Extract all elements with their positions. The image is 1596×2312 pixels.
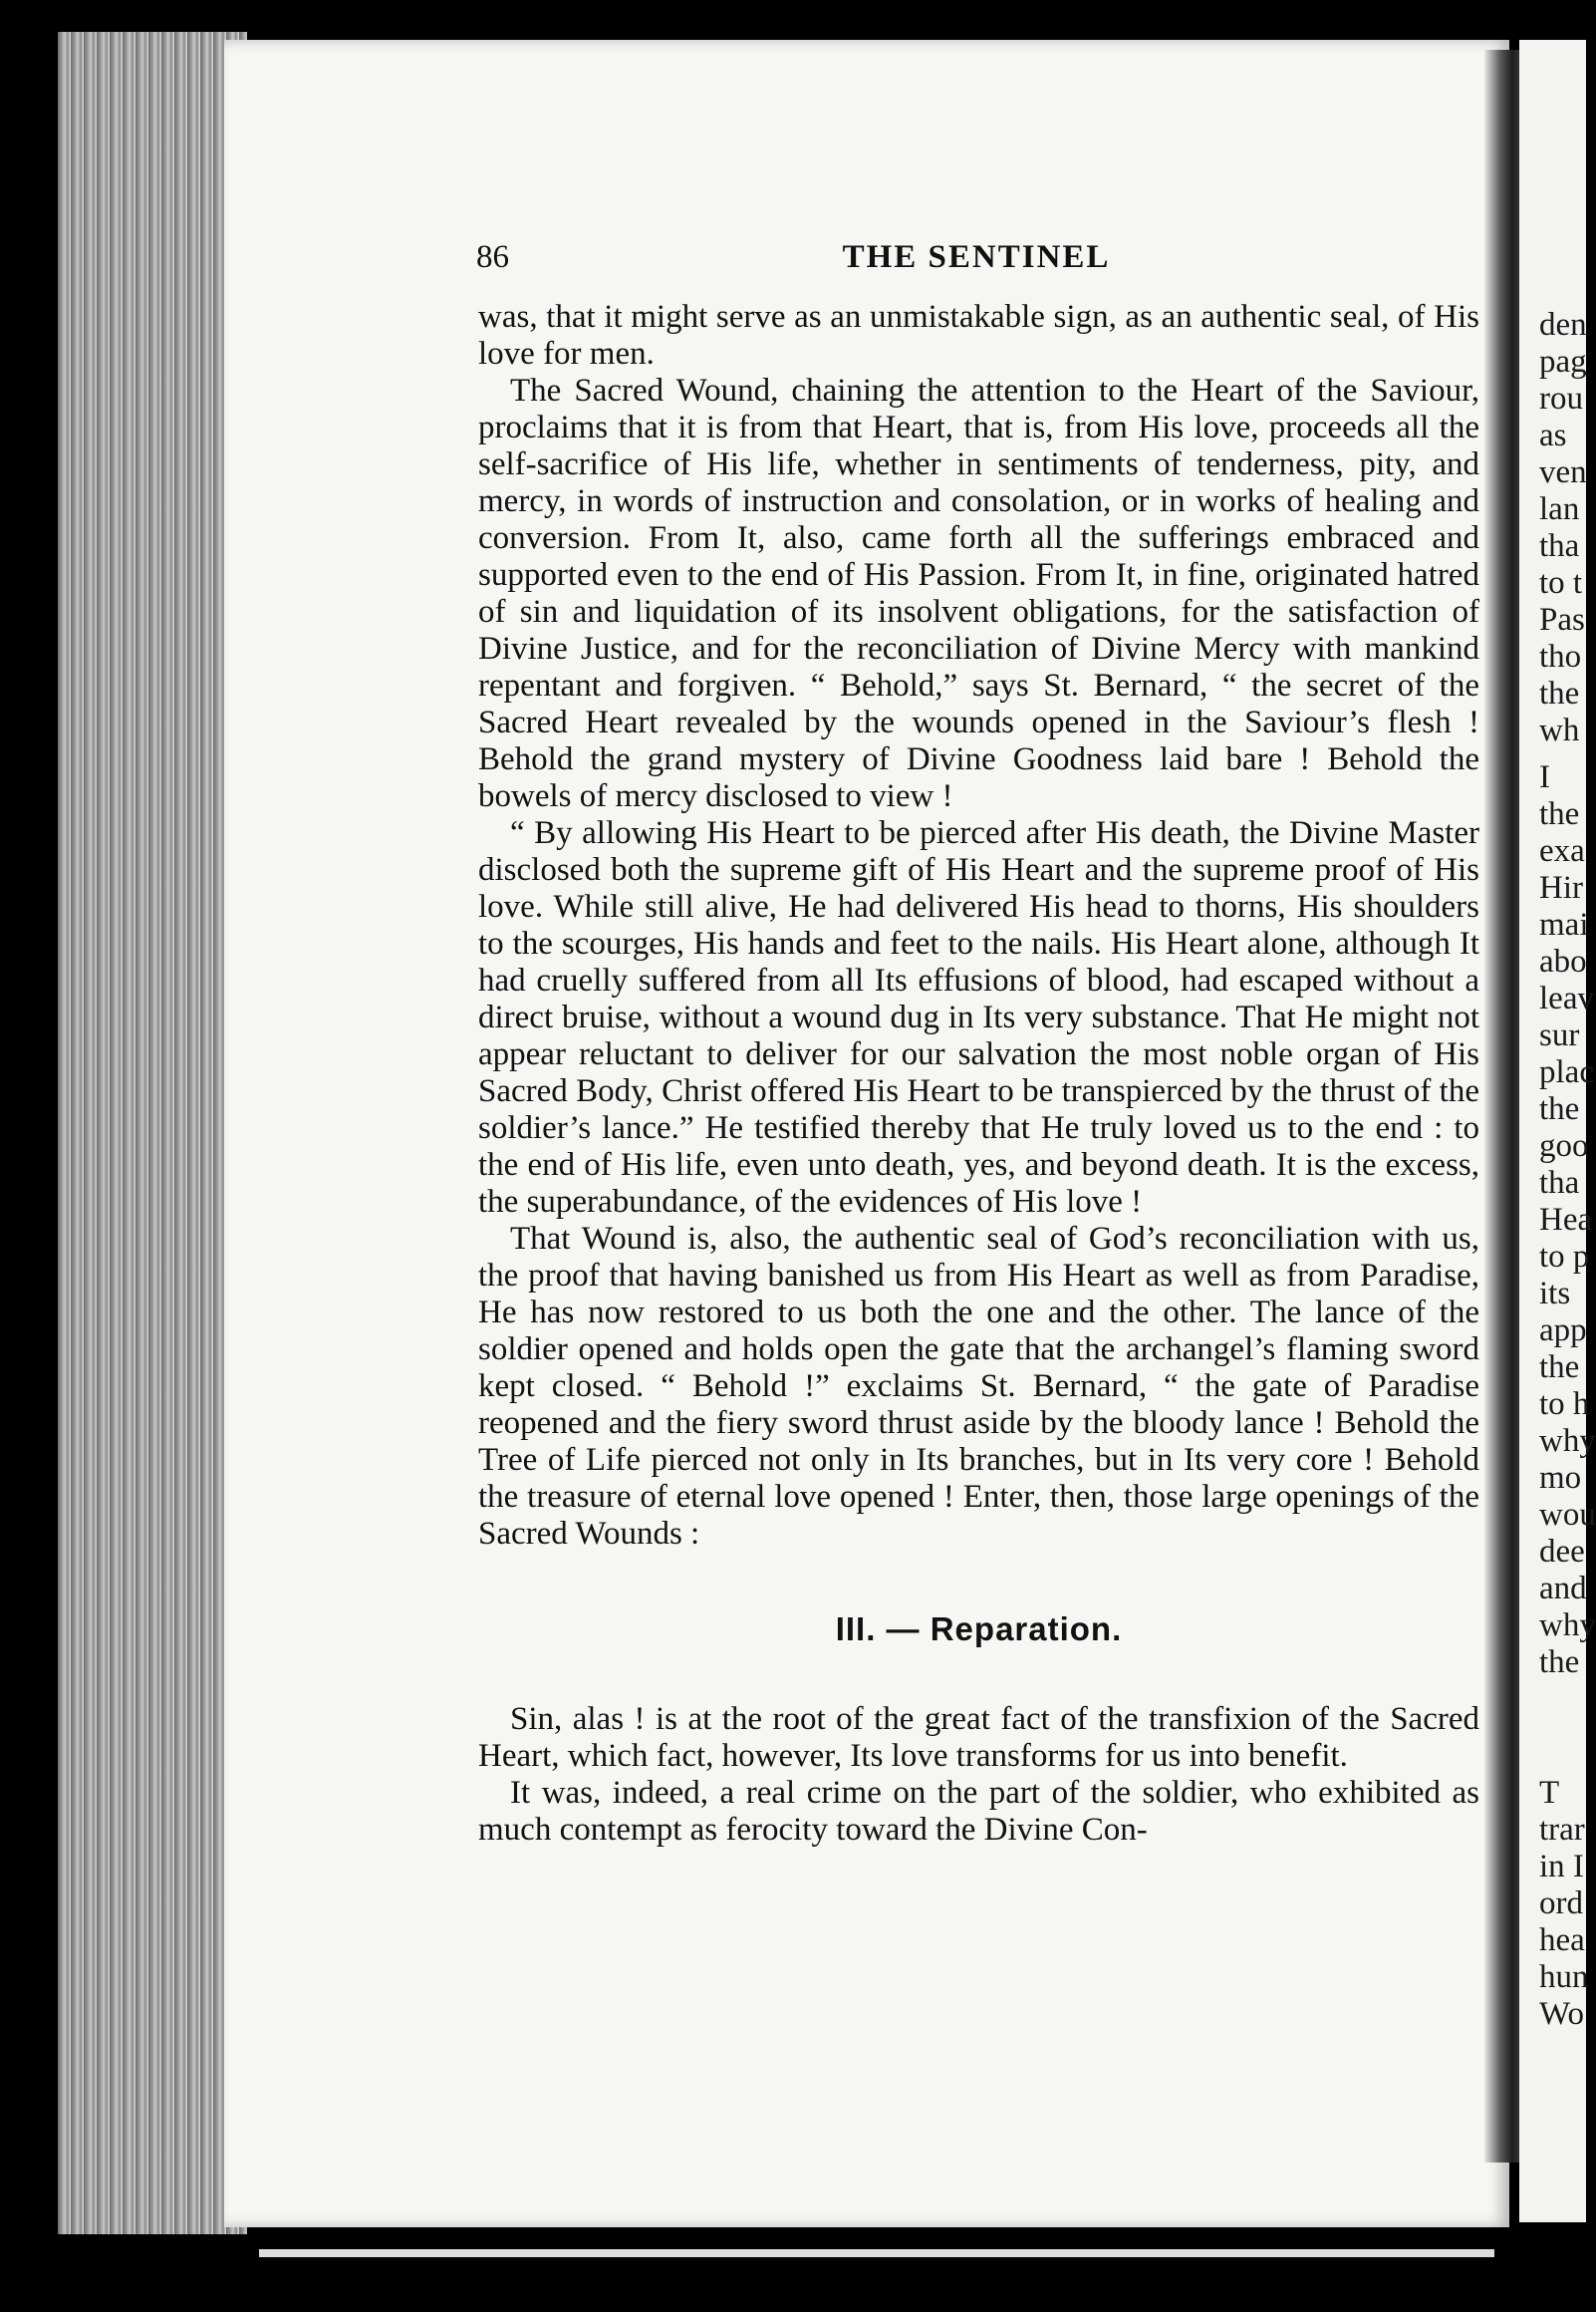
facing-page-fragment: dee [1539,1534,1585,1570]
facing-page-fragment: exa [1539,833,1585,869]
facing-page-fragment: leav [1539,981,1594,1016]
paragraph: It was, indeed, a real crime on the part of the soldier, who exhibited as much contempt as ferocity toward the Divine Con- [478,1775,1479,1848]
section-heading: III. — Reparation. [835,1610,1123,1647]
running-title: THE SENTINEL [842,239,1111,275]
page-body [478,299,1479,1849]
facing-page-fragment: the [1539,1644,1580,1680]
paragraph: The Sacred Wound, chaining the attention to the Heart of the Saviour, proclaims that it is from that Heart, that is, from His love, proceeds all the self-sacrifice of His life, whether in sentiments of tenderness, pity, and mercy, in words of instruction and consolation, or in works of healing and conversion. From It, also, came forth all the sufferings embraced and supported even to the end of His Passion. From It, in fine, originated hatred of sin and liquidation of its insolvent obligations, for the satisfaction of Divine Justice, and for the reconciliation of Divine Mercy with mankind repentant and forgiven. “ Behold,” says St. Bernard, “ the secret of the Sacred Heart revealed by the wounds opened in the Saviour’s flesh ! Behold the grand mystery of Divine Goodness laid bare ! Behold the bowels of mercy disclosed to view ! [478,373,1479,814]
facing-page-fragment: tha [1539,1165,1580,1201]
facing-page-fragment: sur [1539,1017,1580,1053]
facing-page-fragment: goo [1539,1128,1589,1164]
facing-page-fragment: tha [1539,528,1580,564]
facing-page-fragment: T [1539,1775,1560,1811]
scan-bottom-edge [259,2249,1494,2257]
facing-page-fragment: wou [1539,1497,1596,1533]
running-header [476,239,1476,283]
facing-page-fragment: hea [1539,1922,1585,1958]
facing-page-fragment: app [1539,1312,1587,1348]
facing-page-fragment: Wo [1539,1996,1585,2032]
page-number: 86 [476,239,509,275]
facing-page-fragment: Hir [1539,870,1583,906]
facing-page-fragment: the [1539,676,1580,712]
facing-page-fragment: den [1539,307,1587,343]
paragraph: “ By allowing His Heart to be pierced after His death, the Divine Master disclosed both the supreme gift of His Heart and the supreme proof of His love. While still alive, He had delivered His head to thorns, His shoulders to the scourges, His hands and feet to the nails. His Heart alone, although It had cruelly suffered from all Its effusions of blood, had escaped without a direct bruise, without a wound dug in Its very substance. That He might not appear reluctant to deliver for our salvation the most noble organ of His Sacred Body, Christ offered His Heart to be transpierced by the thrust of the soldier’s lance.” He testified thereby that He truly loved us to the end : to the end of His life, even unto death, yes, and beyond death. It is the excess, the superabundance, of the evidences of His love ! [478,815,1479,1220]
facing-page-fragment: ven [1539,454,1587,490]
facing-page-fragment: to p [1539,1239,1590,1275]
facing-page-fragment: its [1539,1276,1571,1311]
facing-page-fragment: mai [1539,907,1589,943]
facing-page-fragment: Hea [1539,1202,1593,1238]
facing-page-fragment: Pas [1539,602,1585,638]
facing-page-fragment: and [1539,1571,1587,1606]
paragraph: That Wound is, also, the authentic seal of God’s reconciliation with us, the proof that having banished us from His Heart as well as from Paradise, He has now restored to us both the one and the other. The lance of the soldier opened and holds open the gate that the archangel’s flaming sword kept closed. “ Behold !” exclaims St. Bernard, “ the gate of Paradise reopened and the fiery sword thrust aside by the bloody lance ! Behold the Tree of Life pierced not only in Its branches, but in Its very core ! Behold the treasure of eternal love opened ! Enter, then, those large openings of the Sacred Wounds : [478,1221,1479,1552]
facing-page-fragment: the [1539,1091,1580,1127]
facing-page-fragment: plac [1539,1054,1594,1090]
facing-page-fragment: in I [1539,1849,1584,1884]
facing-page-fragment: abo [1539,944,1587,980]
facing-page-fragment: hun [1539,1959,1589,1995]
facing-page-fragment: wh [1539,713,1580,748]
facing-page-fragment: to h [1539,1386,1590,1422]
facing-page-fragment: tho [1539,639,1582,675]
paragraph: was, that it might serve as an unmistakable sign, as an authentic seal, of His love for men. [478,299,1479,372]
facing-page-fragment: as [1539,418,1567,453]
facing-page-fragment: trar [1539,1812,1585,1848]
facing-page-fragment: I [1539,759,1550,795]
facing-page-fragment: the [1539,1349,1580,1385]
paragraph: Sin, alas ! is at the root of the great fact of the transfixion of the Sacred Heart, which fact, however, Its love transforms for us into benefit. [478,1701,1479,1774]
book-gutter-shadow [1484,50,1524,2163]
facing-page-fragment: why [1539,1423,1596,1459]
facing-page-fragment: to t [1539,565,1583,601]
facing-page-strip [1519,40,1596,2222]
facing-page-fragment: the [1539,796,1580,832]
book-page-edges [58,32,247,2234]
facing-page-fragment: lan [1539,491,1580,527]
facing-page-fragment: why [1539,1607,1596,1643]
facing-page-fragment: rou [1539,381,1583,417]
facing-page-fragment: mo [1539,1460,1582,1496]
facing-page-fragment: ord [1539,1885,1583,1921]
facing-page-fragment: pag [1539,344,1587,380]
